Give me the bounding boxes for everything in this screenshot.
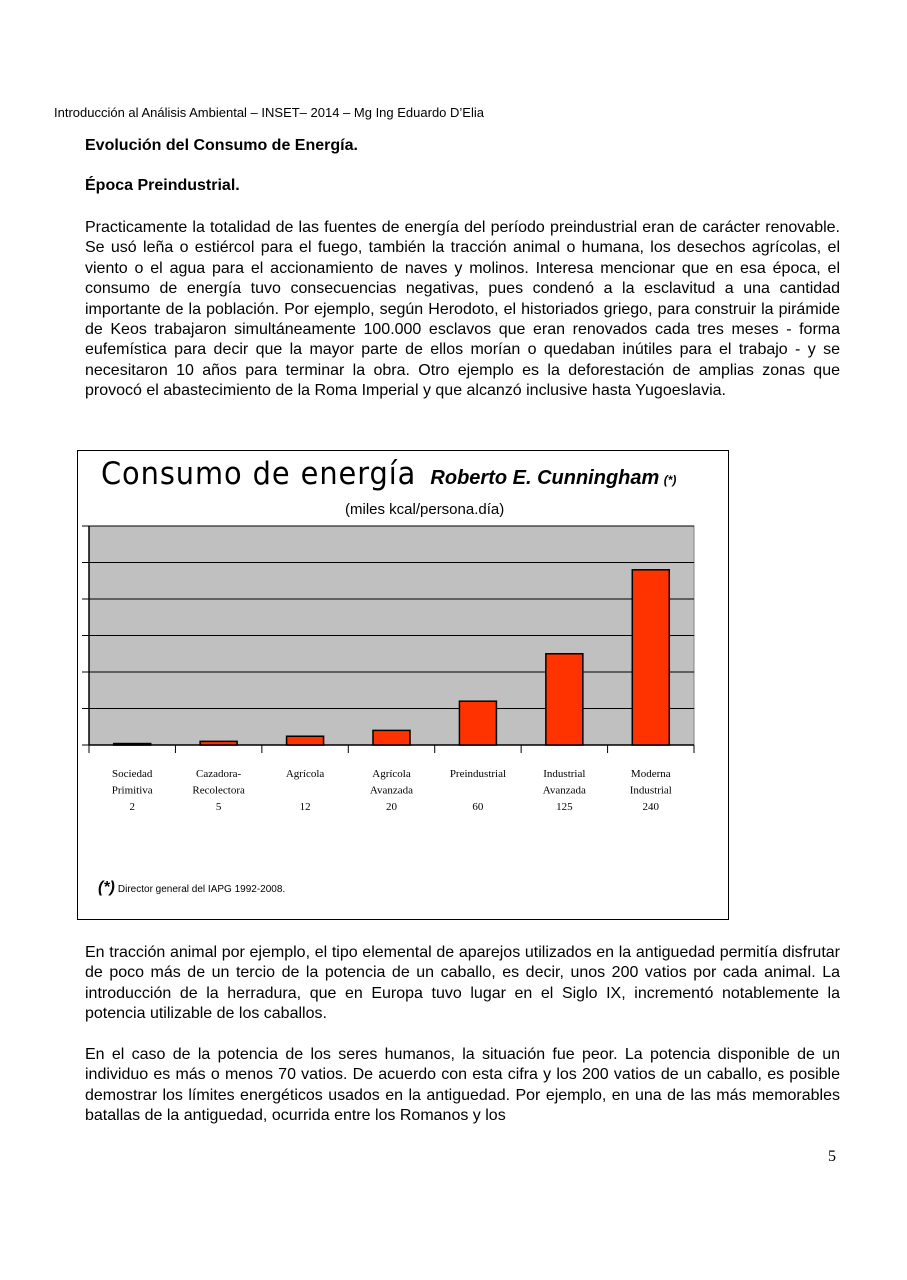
footnote-mark: (*) [98, 879, 115, 896]
x-label: Agrícola [372, 768, 411, 780]
x-label: Avanzada [542, 784, 586, 797]
value-label: 20 [386, 801, 397, 813]
bar-1 [114, 744, 151, 746]
section-subtitle: Época Preindustrial. [85, 177, 240, 194]
page-number: 5 [828, 1148, 836, 1165]
bar-4 [373, 730, 410, 745]
x-label: Recolectora [192, 784, 245, 797]
bar-5 [459, 701, 496, 745]
document-header: Introducción al Análisis Ambiental – INSET– 2014 – Mg Ing Eduardo D’Elia [54, 105, 484, 120]
bar-2 [200, 741, 237, 745]
footnote-text: Director general del IAPG 1992-2008. [117, 884, 286, 895]
value-label: 125 [556, 801, 573, 813]
chart-author: Roberto E. Cunningham [430, 467, 660, 489]
value-label: 240 [642, 801, 660, 813]
paragraph-2: En tracción animal por ejemplo, el tipo elemental de aparejos utilizados en la antiguedad permitía disfrutar de poco más de un tercio de la potencia de un caballo, es decir, unos 200 vatios por cada animal. La introducción de la herradura, que en Europa tuvo lugar en el Siglo IX, incrementó notablemente la potencia utilizable de los caballos. [85, 944, 840, 1023]
value-label: 5 [215, 801, 222, 813]
bar-3 [287, 736, 324, 745]
value-label: 60 [472, 801, 484, 813]
value-label: 12 [299, 801, 311, 813]
x-label: Moderna [630, 768, 671, 780]
x-label: Industrial [629, 784, 672, 797]
paragraph-1: Practicamente la totalidad de las fuentes de energía del período preindustrial eran de carácter renovable. Se usó leña o estiércol para el fuego, también la tracción animal o humana, los desechos agrícolas, el viento o el agua para el accionamiento de naves y molinos. Interesa mencionar que en esa época, el consumo de energía tuvo consecuencias negativas, pues condenó a la esclavitud a una cantidad importante de la población. Por ejemplo, según Herodoto, el historiados griego, para construir la pirámide de Keos trabajaron simultáneamente 100.000 esclavos que eran renovados cada tres meses - forma eufemística para decir que la mayor parte de ellos morían o quedaban inútiles para el trabajo - y se necesitaron 10 años para terminar la obra. Otro ejemplo es la deforestación de amplias zonas que provocó el abastecimiento de la Roma Imperial y que alcanzó inclusive hasta Yugoeslavia. [85, 219, 840, 400]
x-label: Primitiva [111, 784, 153, 797]
chart-footnote [98, 879, 285, 897]
chart-title-main: Consumo de energía [101, 456, 417, 492]
value-label: 2 [129, 801, 135, 813]
paragraph-3: En el caso de la potencia de los seres humanos, la situación fue peor. La potencia disponible de un individuo es más o menos 70 vatios. De acuerdo con esta cifra y los 200 vatios de un caballo, es posible demostrar los límites energéticos usados en la antiguedad. Por ejemplo, en una de las más memorables batallas de la antiguedad, ocurrida entre los Romanos y los [85, 1046, 840, 1125]
chart-units: (miles kcal/persona.día) [345, 501, 505, 518]
x-label: Industrial [543, 768, 586, 780]
chart-author-mark: (*) [663, 473, 677, 487]
x-label: Preindustrial [449, 768, 507, 780]
x-label: Avanzada [369, 784, 414, 797]
section-title: Evolución del Consumo de Energía. [85, 137, 358, 154]
bar-7 [632, 570, 669, 745]
x-label: Sociedad [112, 768, 153, 780]
x-label: Cazadora- [196, 768, 242, 780]
bar-6 [546, 654, 583, 745]
x-label: Agrícola [285, 768, 325, 780]
